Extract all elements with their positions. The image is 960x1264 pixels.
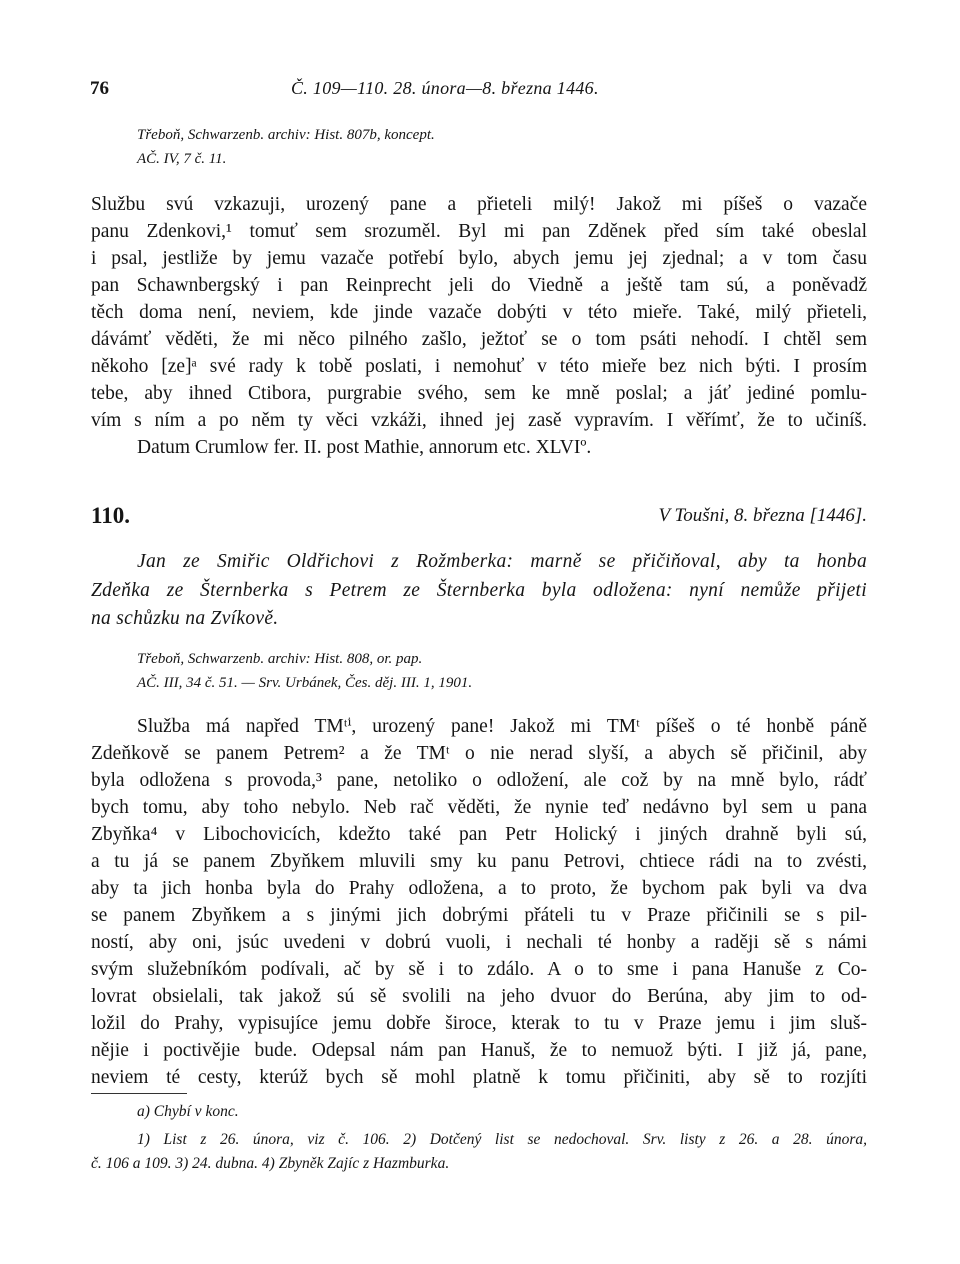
page-number: 76	[90, 78, 109, 99]
doc110-text-line: lovrat obsielali, tak jakož sú sě svolili na jeho dvuor do Berúna, aby jim to od-	[91, 986, 867, 1007]
doc110-text-line: Služba má napřed TMᵗⁱ, urozený pane! Jakož mi TMᵗ píšeš o té honbě páně	[137, 716, 867, 737]
doc109-text-line: Datum Crumlow fer. II. post Mathie, annorum etc. XLVIº.	[137, 437, 592, 458]
doc109-text-line: vím s ním a po něm ty věci vzkáži, ihned jej zasě vypravím. I věřímť, že to učiníš.	[91, 410, 867, 431]
running-title: Č. 109—110. 28. února—8. března 1446.	[291, 78, 599, 98]
doc110-summary-line: na schůzku na Zvíkově.	[91, 608, 279, 629]
footnote-a: a) Chybí v konc.	[137, 1103, 239, 1120]
doc109-text-line: dávámť věděti, že mi něco pilného zašlo, ježtoť se o tom psáti nehodí. I chtěl sem	[91, 329, 867, 350]
doc109-text-line: těch doma není, neviem, kde jinde vazače dobýti v této mieře. Také, milý přieteli,	[91, 302, 867, 323]
doc110-text-line: nějie i poctivějie bude. Odepsal nám pan Hanuš, že to nemuož býti. I již já, pane,	[91, 1040, 867, 1061]
doc110-text-line: se panem Zbyňkem a s jinými jich dobrými přáteli tu v Praze přičinili se s pil-	[91, 905, 867, 926]
doc110-text-line: neviem té cesty, kterúž bych sě mohl platně k tomu přičiniti, aby sě to rozjíti	[91, 1067, 867, 1088]
doc110-text-line: svým služebníkóm podívali, ač by sě i to zdálo. A o to sme i pana Hanuše z Co-	[91, 959, 867, 980]
doc110-number: 110.	[91, 503, 130, 528]
doc110-text-line: bych tomu, aby toho nebylo. Neb rač věděti, že nynie teď nedávno byl sem u pana	[91, 797, 867, 818]
footnote-rule	[91, 1093, 187, 1094]
footnote-line: č. 106 a 109. 3) 24. dubna. 4) Zbyněk Zajíc z Hazmburka.	[91, 1155, 450, 1172]
doc110-text-line: ložil do Prahy, vypisujíce jemu dobře široce, kterak to tu v Praze jemu i jim sluš-	[91, 1013, 867, 1034]
doc110-summary-line: Jan ze Smiřic Oldřichovi z Rožmberka: marně se přičiňoval, aby ta honba	[137, 551, 867, 572]
footnote-line: 1) List z 26. února, viz č. 106. 2) Dotčený list se nedochoval. Srv. listy z 26. a 28. února,	[137, 1131, 867, 1148]
doc109-text-line: pan Schawnbergský i pan Reinprecht jeli do Viedně a ještě tam sú, a poněvadž	[91, 275, 867, 296]
doc110-text-line: aby ta jich honba byla do Prahy odložena, a to proto, že bychom pak byli va dva	[91, 878, 867, 899]
doc110-source	[137, 647, 472, 695]
doc110-summary-line: Zdeňka ze Šternberka s Petrem ze Šternberka byla odložena: nyní nemůže přijeti	[91, 580, 867, 601]
doc110-text-line: ností, aby oni, jsúc uvedeni v dobrú vuoli, i nechali té honby a raději sě s námi	[91, 932, 867, 953]
doc110-text-line: Zbyňka⁴ v Libochovicích, kdežto také pan Petr Holický i jiných drahně byli sú,	[91, 824, 867, 845]
doc110-date: V Toušni, 8. března [1446].	[658, 505, 867, 526]
source-line: AČ. III, 34 č. 51. — Srv. Urbánek, Čes. děj. III. 1, 1901.	[137, 675, 473, 691]
doc109-text-line: Službu svú vzkazuji, urozený pane a přieteli milý! Jakož mi píšeš o vazače	[91, 194, 867, 215]
doc109-text-line: i psal, jestliže by jemu vazače potřebí bylo, abych jemu jej zjednal; a v tom času	[91, 248, 867, 269]
doc109-text-line: panu Zdenkovi,¹ tomuť sem srozuměl. Byl mi pan Zděnek před sím také obeslal	[91, 221, 867, 242]
doc109-text-line: někoho [ze]ᵃ své rady k tobě poslati, i nemohuť v této mieře bez nich býti. I prosím	[91, 356, 867, 377]
source-line: Třeboň, Schwarzenb. archiv: Hist. 807b, koncept.	[137, 127, 435, 143]
source-line: AČ. IV, 7 č. 11.	[137, 151, 227, 167]
doc110-text-line: a tu já se panem Zbyňkem mluvili smy ku panu Petrovi, chtiece rádi na to zvésti,	[91, 851, 867, 872]
doc110-text-line: byla odložena s provoda,³ pane, netoliko o odložení, ale což by na mně bylo, rádť	[91, 770, 867, 791]
doc110-text-line: Zdeňkově se panem Petrem² a že TMᵗ o nie nerad slyší, a abych sě přičinil, aby	[91, 743, 867, 764]
doc109-source	[137, 123, 435, 171]
doc109-text-line: tebe, aby ihned Ctibora, purgrabie svého, sem ke mně poslal; a jáť jediné pomlu-	[91, 383, 867, 404]
source-line: Třeboň, Schwarzenb. archiv: Hist. 808, or. pap.	[137, 651, 423, 667]
